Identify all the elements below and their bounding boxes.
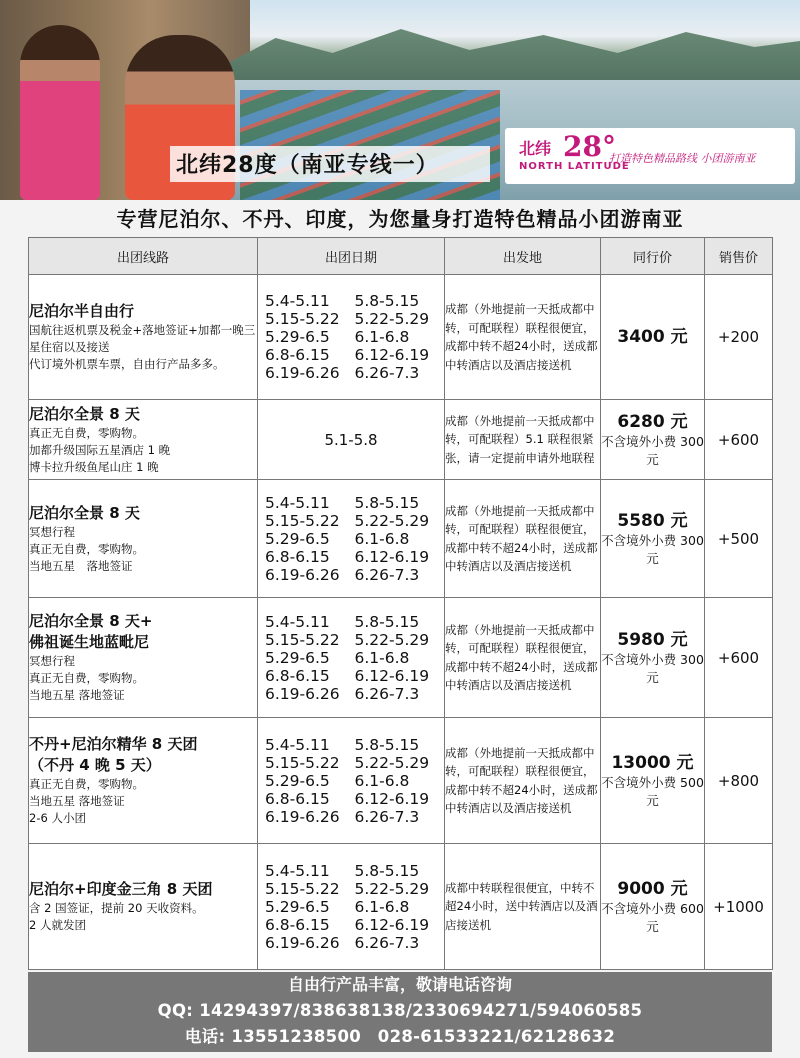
- route-cell: [29, 400, 258, 480]
- route-detail: 博卡拉升级鱼尾山庄 1 晚: [29, 459, 159, 474]
- route-name: 尼泊尔+印度金三角 8 天团: [29, 880, 213, 898]
- header-banner: [0, 0, 800, 200]
- logo-cn-text: 北纬: [519, 139, 552, 158]
- depart-cell: 成都（外地提前一天抵成都中转，可配联程）联程很便宜，成都中转不超24小时，送成都中转酒店以及酒店接送机: [445, 275, 601, 400]
- brand-logo: [505, 128, 795, 184]
- date-range: 5.22-5.29: [354, 630, 430, 649]
- table-row: [29, 844, 773, 970]
- date-range: 5.8-5.15: [354, 735, 420, 754]
- dates-cell: [258, 275, 445, 400]
- headline: 专营尼泊尔、不丹、印度，为您量身打造特色精品小团游南亚: [116, 207, 684, 231]
- trade-price: 3400 元: [617, 327, 688, 347]
- route-cell: [29, 598, 258, 718]
- date-range: 6.26-7.3: [354, 807, 420, 826]
- girl-figure-left: [20, 25, 100, 200]
- tip-note: 不含境外小费 300 元: [601, 532, 704, 566]
- route-detail: 真正无自费，零购物。: [29, 425, 144, 440]
- date-range: 5.29-6.5: [265, 648, 330, 667]
- depart-cell: 成都（外地提前一天抵成都中转，可配联程）联程很便宜，成都中转不超24小时，送成都中转酒店以及酒店接送机: [445, 598, 601, 718]
- header-sale-price: 销售价: [705, 238, 773, 275]
- footer-qq: QQ: 14294397/838638138/2330694271/594060585: [157, 1001, 643, 1020]
- route-name: （不丹 4 晚 5 天）: [29, 756, 161, 774]
- sale-price: +600: [705, 400, 773, 480]
- route-detail: 含 2 国签证，提前 20 天收资料。: [29, 901, 204, 915]
- date-range: 5.15-5.22: [265, 753, 340, 772]
- date-range: 6.12-6.19: [354, 666, 430, 685]
- trade-price: 5980 元: [617, 629, 688, 650]
- route-detail: 真正无自费，零购物。: [29, 777, 144, 791]
- trade-price: 13000 元: [611, 752, 694, 773]
- route-cell: [29, 275, 258, 400]
- tip-note: 不含境外小费 300 元: [601, 651, 704, 685]
- trade-price-cell: [601, 480, 705, 598]
- route-detail: 冥想行程: [29, 654, 75, 668]
- date-range: 5.15-5.22: [265, 630, 340, 649]
- dates-cell: [258, 718, 445, 844]
- route-name: 尼泊尔全景 8 天: [29, 404, 140, 423]
- table-header-row: [29, 238, 773, 275]
- route-detail: 代订境外机票车票，自由行产品多多。: [29, 357, 225, 371]
- route-cell: [29, 480, 258, 598]
- sale-price: +500: [705, 480, 773, 598]
- dates-cell: [258, 480, 445, 598]
- route-detail: 当地五星 落地签证: [29, 794, 125, 808]
- table-row: [29, 400, 773, 480]
- table-row: [29, 275, 773, 400]
- date-range: 5.4-5.11: [265, 292, 330, 310]
- date-range: 6.19-6.26: [265, 364, 340, 382]
- date-range: 6.8-6.15: [265, 915, 330, 934]
- route-detail: 2 人就发团: [29, 918, 86, 932]
- date-range: 5.4-5.11: [265, 493, 330, 512]
- date-range: 5.29-6.5: [265, 771, 330, 790]
- routes-table: [28, 237, 773, 970]
- route-detail: 真正无自费，零购物。: [29, 541, 144, 556]
- date-range: 6.8-6.15: [265, 789, 330, 808]
- boats-photo: [240, 90, 500, 200]
- header-depart: 出发地: [445, 238, 601, 275]
- trade-price: 6280 元: [617, 411, 688, 432]
- date-range: 5.22-5.29: [354, 879, 430, 898]
- date-range: 5.8-5.15: [354, 861, 420, 880]
- date-range: 5.1-5.8: [258, 400, 445, 480]
- route-detail: 冥想行程: [29, 524, 75, 539]
- route-detail: 真正无自费，零购物。: [29, 671, 144, 685]
- dates-cell: [258, 598, 445, 718]
- trade-price: 9000 元: [617, 878, 688, 899]
- sale-price: +1000: [705, 844, 773, 970]
- date-range: 6.1-6.8: [354, 771, 410, 790]
- route-detail: 2-6 人小团: [29, 811, 86, 825]
- depart-cell: 成都（外地提前一天抵成都中转，可配联程）联程很便宜，成都中转不超24小时，送成都中转酒店以及酒店接送机: [445, 480, 601, 598]
- date-range: 6.19-6.26: [265, 807, 340, 826]
- trade-price: 5580 元: [617, 510, 688, 531]
- logo-slogan: 打造特色精品路线 小团游南亚: [609, 152, 756, 165]
- route-detail: 加都升级国际五星酒店 1 晚: [29, 442, 171, 457]
- route-name: 尼泊尔全景 8 天+: [29, 612, 153, 630]
- date-range: 6.8-6.15: [265, 346, 330, 364]
- date-range: 6.1-6.8: [354, 529, 410, 548]
- date-range: 6.19-6.26: [265, 565, 340, 584]
- banner-title: 北纬28度（南亚专线一）: [176, 153, 439, 178]
- tip-note: 不含境外小费 300 元: [601, 433, 704, 467]
- table-row: [29, 598, 773, 718]
- date-range: 5.29-6.5: [265, 529, 330, 548]
- date-range: 5.8-5.15: [354, 493, 420, 512]
- header-dates: 出团日期: [258, 238, 445, 275]
- date-range: 5.22-5.29: [354, 753, 430, 772]
- route-cell: [29, 844, 258, 970]
- table-row: [29, 718, 773, 844]
- route-cell: [29, 718, 258, 844]
- depart-cell: 成都（外地提前一天抵成都中转，可配联程）联程很便宜，成都中转不超24小时，送成都中转酒店以及酒店接送机: [445, 718, 601, 844]
- footer-tagline: 自由行产品丰富，敬请电话咨询: [287, 975, 512, 994]
- date-range: 6.8-6.15: [265, 547, 330, 566]
- date-range: 6.12-6.19: [354, 915, 430, 934]
- header-route: 出团线路: [29, 238, 258, 275]
- route-name: 尼泊尔半自由行: [29, 302, 135, 320]
- date-range: 5.29-6.5: [265, 897, 330, 916]
- route-detail: 当地五星 落地签证: [29, 558, 133, 573]
- trade-price-cell: [601, 275, 705, 400]
- mountain-photo: [230, 20, 800, 80]
- date-range: 6.1-6.8: [354, 328, 410, 346]
- date-range: 6.12-6.19: [354, 789, 430, 808]
- date-range: 6.19-6.26: [265, 933, 340, 952]
- logo-en-text: NORTH LATITUDE: [519, 161, 630, 172]
- sale-price: +600: [705, 598, 773, 718]
- date-range: 5.29-6.5: [265, 328, 330, 346]
- date-range: 6.12-6.19: [354, 346, 430, 364]
- date-range: 6.19-6.26: [265, 684, 340, 703]
- tip-note: 不含境外小费 500 元: [601, 774, 704, 808]
- sale-price: +200: [705, 275, 773, 400]
- date-range: 5.15-5.22: [265, 879, 340, 898]
- route-detail: 当地五星 落地签证: [29, 688, 125, 702]
- trade-price-cell: [601, 718, 705, 844]
- depart-cell: 成都（外地提前一天抵成都中转，可配联程）5.1 联程很紧张，请一定提前申请外地联程: [445, 400, 601, 480]
- date-range: 6.26-7.3: [354, 364, 420, 382]
- trade-price-cell: [601, 844, 705, 970]
- route-name: 佛祖诞生地蓝毗尼: [29, 633, 150, 651]
- date-range: 6.26-7.3: [354, 565, 420, 584]
- trade-price-cell: [601, 400, 705, 480]
- route-detail: 国航往返机票及税金+落地签证+加都一晚三星住宿以及接送: [29, 323, 256, 354]
- date-range: 5.4-5.11: [265, 735, 330, 754]
- date-range: 5.4-5.11: [265, 612, 330, 631]
- header-trade-price: 同行价: [601, 238, 705, 275]
- footer-phone: 电话: 13551238500 028-61533221/62128632: [184, 1027, 616, 1046]
- date-range: 5.4-5.11: [265, 861, 330, 880]
- date-range: 5.15-5.22: [265, 310, 340, 328]
- logo-number: 28°: [563, 130, 616, 163]
- date-range: 6.26-7.3: [354, 933, 420, 952]
- date-range: 6.1-6.8: [354, 897, 410, 916]
- route-name: 不丹+尼泊尔精华 8 天团: [29, 735, 198, 753]
- date-range: 5.15-5.22: [265, 511, 340, 530]
- route-name: 尼泊尔全景 8 天: [29, 503, 140, 522]
- contact-footer: [28, 972, 772, 1052]
- depart-cell: 成都中转联程很便宜，中转不超24小时，送中转酒店以及酒店接送机: [445, 844, 601, 970]
- sale-price: +800: [705, 718, 773, 844]
- date-range: 6.12-6.19: [354, 547, 430, 566]
- date-range: 5.22-5.29: [354, 310, 430, 328]
- date-range: 5.22-5.29: [354, 511, 430, 530]
- date-range: 5.8-5.15: [354, 612, 420, 631]
- date-range: 6.1-6.8: [354, 648, 410, 667]
- date-range: 6.8-6.15: [265, 666, 330, 685]
- dates-cell: [258, 844, 445, 970]
- date-range: 6.26-7.3: [354, 684, 420, 703]
- tip-note: 不含境外小费 600 元: [601, 900, 704, 934]
- date-range: 5.8-5.15: [354, 292, 420, 310]
- table-row: [29, 480, 773, 598]
- trade-price-cell: [601, 598, 705, 718]
